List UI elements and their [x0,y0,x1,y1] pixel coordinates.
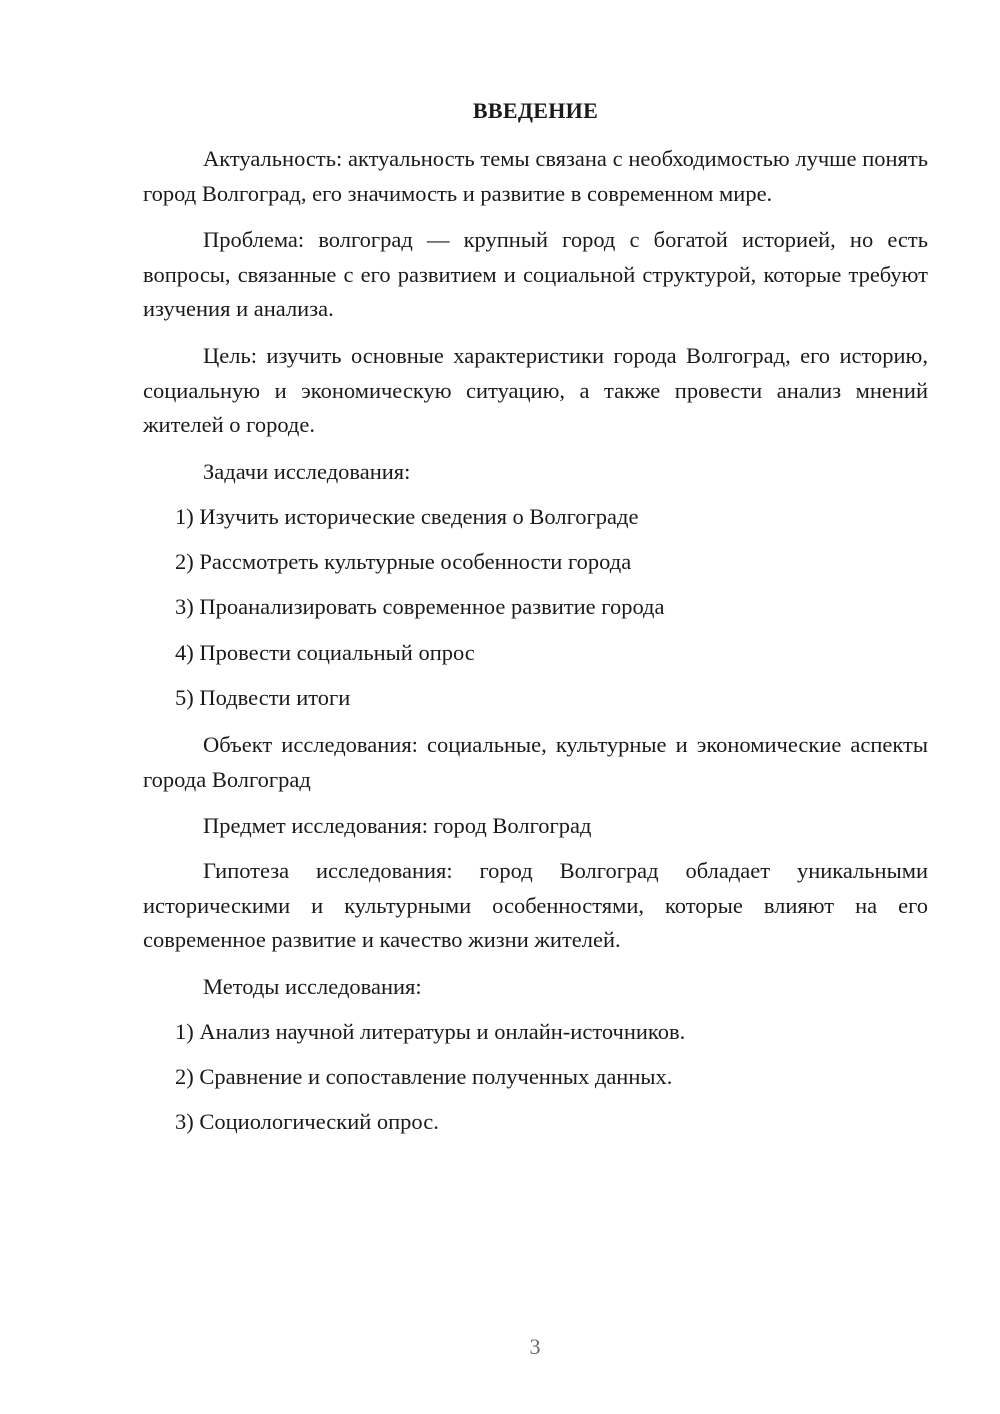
page-number: 3 [529,1334,541,1359]
task-item-5: 5) Подвести итоги [175,685,351,710]
object-paragraph: Объект исследования: социальные, культурные и экономические аспекты города Волгоград [143,732,928,792]
hypothesis-paragraph: Гипотеза исследования: город Волгоград обладает уникальными историческими и культурными особенностями, которые влияют на его современное развитие и качество жизни жителей. [143,858,928,952]
page-title: ВВЕДЕНИЕ [472,98,599,123]
problem-paragraph: Проблема: волгоград — крупный город с богатой историей, но есть вопросы, связанные с его развитием и социальной структурой, которые требуют изучения и анализа. [143,227,928,321]
method-item-3: 3) Социологический опрос. [175,1109,439,1134]
goal-paragraph: Цель: изучить основные характеристики города Волгоград, его историю, социальную и экономическую ситуацию, а также провести анализ мнений жителей о городе. [143,343,928,437]
relevance-paragraph: Актуальность: актуальность темы связана с необходимостью лучше понять город Волгоград, его значимость и развитие в современном мире. [143,146,928,206]
method-item-1: 1) Анализ научной литературы и онлайн-источников. [175,1019,686,1044]
task-item-3: 3) Проанализировать современное развитие города [175,594,665,619]
subject-paragraph: Предмет исследования: город Волгоград [203,813,592,838]
task-item-4: 4) Провести социальный опрос [175,640,475,665]
task-item-2: 2) Рассмотреть культурные особенности города [175,549,632,574]
methods-heading: Методы исследования: [203,974,422,999]
method-item-2: 2) Сравнение и сопоставление полученных данных. [175,1064,673,1089]
task-item-1: 1) Изучить исторические сведения о Волгограде [175,504,639,529]
tasks-heading: Задачи исследования: [203,459,411,484]
